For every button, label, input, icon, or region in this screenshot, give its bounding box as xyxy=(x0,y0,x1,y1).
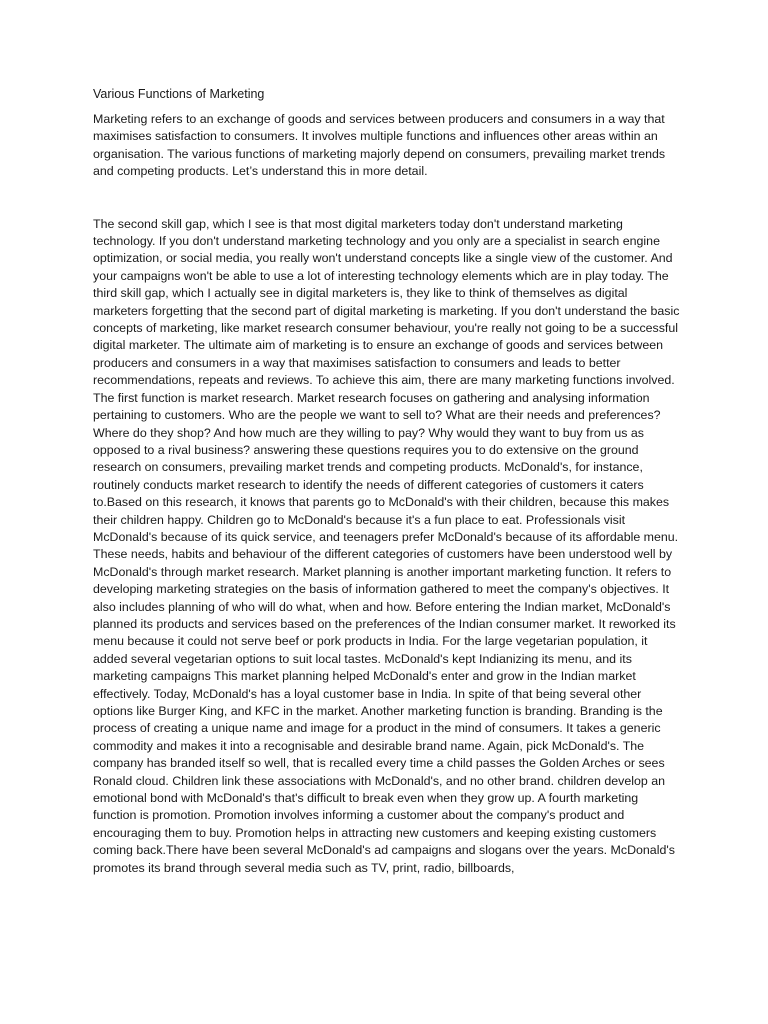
body-paragraph: The second skill gap, which I see is that most digital marketers today don't understand marketing technology. If you don't understand marketing technology and you only are a specialist in search engine optimization, or social media, you really won't understand concepts like a single view of the customer. And your campaigns won't be able to use a lot of interesting technology elements which are in play today. The third skill gap, which I actually see in digital marketers is, they like to think of themselves as digital marketers forgetting that the second part of digital marketing is marketing. If you don't understand the basic concepts of marketing, like market research consumer behaviour, you're really not going to be a successful digital marketer. The ultimate aim of marketing is to ensure an exchange of goods and services between producers and consumers in a way that maximises satisfaction to consumers and leads to better recommendations, repeats and reviews. To achieve this aim, there are many marketing functions involved. The first function is market research. Market research focuses on gathering and analysing information pertaining to customers. Who are the people we want to sell to? What are their needs and preferences? Where do they shop? And how much are they willing to pay? Why would they want to buy from us as opposed to a rival business? answering these questions requires you to do extensive on the ground research on consumers, prevailing market trends and competing products. McDonald's, for instance, routinely conducts market research to identify the needs of different categories of customers it caters to.Based on this research, it knows that parents go to McDonald's with their children, because this makes their children happy. Children go to McDonald's because it's a fun place to eat. Professionals visit McDonald's because of its quick service, and teenagers prefer McDonald's because of its affordable menu. These needs, habits and behaviour of the different categories of customers have been understood well by McDonald's through market research. Market planning is another important marketing function. It refers to developing marketing strategies on the basis of information gathered to meet the company's objectives. It also includes planning of who will do what, when and how. Before entering the Indian market, McDonald's planned its products and services based on the preferences of the Indian consumer market. It reworked its menu because it could not serve beef or pork products in India. For the large vegetarian population, it added several vegetarian options to suit local tastes. McDonald's kept Indianizing its menu, and its marketing campaigns This market planning helped McDonald's enter and grow in the Indian market effectively. Today, McDonald's has a loyal customer base in India. In spite of that being several other options like Burger King, and KFC in the market. Another marketing function is branding. Branding is the process of creating a unique name and image for a product in the mind of consumers. It takes a generic commodity and makes it into a recognisable and desirable brand name. Again, pick McDonald's. The company has branded itself so well, that is recalled every time a child passes the Golden Arches or sees Ronald cloud. Children link these associations with McDonald's, and no other brand. children develop an emotional bond with McDonald's that's difficult to break even when they grow up. A fourth marketing function is promotion. Promotion involves informing a customer about the company's product and encouraging them to buy. Promotion helps in attracting new customers and keeping existing customers coming back.There have been several McDonald's ad campaigns and slogans over the years. McDonald's promotes its brand through several media such as TV, print, radio, billboards, xyxy=(93,216,680,875)
document-page xyxy=(93,86,681,877)
intro-paragraph: Marketing refers to an exchange of goods and services between producers and consumers in a way that maximises satisfaction to consumers. It involves multiple functions and influences other areas within an organisation. The various functions of marketing majorly depend on consumers, prevailing market trends and competing products. Let’s understand this in more detail. xyxy=(93,112,666,179)
document-title: Various Functions of Marketing xyxy=(93,87,265,101)
